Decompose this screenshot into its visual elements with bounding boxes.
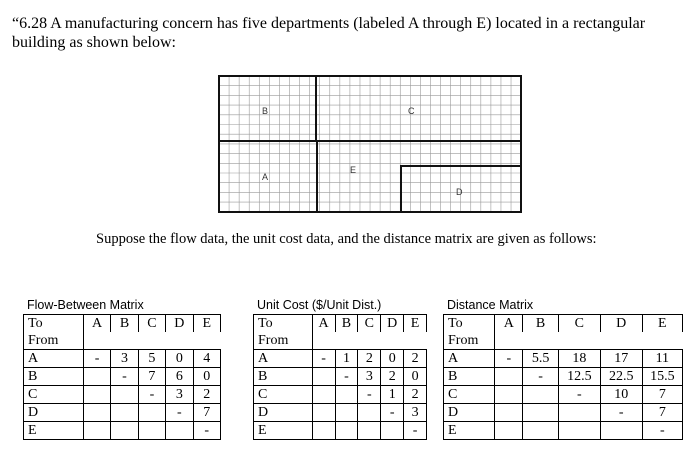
to-label: To (254, 315, 313, 333)
matrix-cell: - (312, 350, 335, 368)
column-header: D (166, 315, 193, 333)
header-spacer (495, 332, 523, 350)
matrix-cell: 7 (642, 386, 682, 404)
dept-a-label: A (262, 172, 269, 182)
column-header: E (642, 315, 682, 333)
header-spacer (381, 332, 404, 350)
matrix-cell (558, 404, 600, 422)
row-label: E (24, 422, 84, 440)
matrix-cell: 11 (642, 350, 682, 368)
dept-d-label: D (456, 187, 463, 197)
column-header: D (600, 315, 642, 333)
matrix-cell (111, 386, 138, 404)
matrix-cell: 15.5 (642, 368, 682, 386)
header-spacer (358, 332, 381, 350)
flow-matrix-title: Flow-Between Matrix (27, 298, 144, 312)
matrix-cell: 5.5 (523, 350, 559, 368)
matrix-from-row (444, 332, 683, 350)
matrix-cell: - (166, 404, 193, 422)
matrix-row (444, 404, 683, 422)
distance-matrix-title: Distance Matrix (447, 298, 534, 312)
header-spacer (558, 332, 600, 350)
column-header: B (335, 315, 358, 333)
matrix-row (254, 368, 427, 386)
matrix-cell: 22.5 (600, 368, 642, 386)
row-label: A (24, 350, 84, 368)
matrix-cell (83, 386, 110, 404)
dept-e-label: E (350, 165, 357, 175)
matrix-row (24, 422, 221, 440)
matrix-cell: - (193, 422, 220, 440)
row-label: B (254, 368, 313, 386)
matrix-cell (312, 404, 335, 422)
row-label: E (254, 422, 313, 440)
header-spacer (138, 332, 165, 350)
matrix-cell (558, 422, 600, 440)
matrix-cell: 7 (138, 368, 165, 386)
column-header: B (523, 315, 559, 333)
matrix-cell: - (358, 386, 381, 404)
matrix-cell: - (558, 386, 600, 404)
matrix-cell (312, 368, 335, 386)
matrix-from-row (24, 332, 221, 350)
column-header: E (404, 315, 427, 333)
matrix-cell: - (523, 368, 559, 386)
problem-statement: “6.28 A manufacturing concern has five departments (labeled A through E) located in a rectangular building as shown below: (12, 15, 646, 51)
matrix-header-row (254, 315, 427, 333)
from-label: From (444, 332, 495, 350)
to-label: To (444, 315, 495, 333)
matrix-cell: 0 (404, 368, 427, 386)
matrix-cell: - (600, 404, 642, 422)
from-label: From (254, 332, 313, 350)
matrix-cell: - (83, 350, 110, 368)
matrix-cell: 0 (381, 350, 404, 368)
matrix-cell: 6 (166, 368, 193, 386)
column-header: A (312, 315, 335, 333)
matrix-row (24, 386, 221, 404)
matrix-cell: 0 (166, 350, 193, 368)
matrix-cell (495, 422, 523, 440)
matrix-row (24, 350, 221, 368)
matrix-cell (335, 422, 358, 440)
header-spacer (600, 332, 642, 350)
matrix-cell: - (111, 368, 138, 386)
row-label: E (444, 422, 495, 440)
matrix-cell: 18 (558, 350, 600, 368)
dept-b-label: B (262, 106, 269, 116)
matrix-cell: 12.5 (558, 368, 600, 386)
matrix-cell: 10 (600, 386, 642, 404)
row-label: A (444, 350, 495, 368)
flow-matrix-table (23, 314, 221, 440)
matrix-cell (83, 368, 110, 386)
matrix-cell (138, 404, 165, 422)
row-label: B (444, 368, 495, 386)
matrix-cell: 4 (193, 350, 220, 368)
matrix-cell (495, 404, 523, 422)
matrix-cell: 3 (166, 386, 193, 404)
matrix-cell: 1 (335, 350, 358, 368)
matrix-cell (312, 422, 335, 440)
matrix-header-row (444, 315, 683, 333)
header-spacer (83, 332, 110, 350)
header-spacer (404, 332, 427, 350)
matrix-cell: 7 (193, 404, 220, 422)
column-header: C (138, 315, 165, 333)
matrix-row (444, 386, 683, 404)
from-label: From (24, 332, 84, 350)
matrix-cell (358, 404, 381, 422)
matrix-cell: 7 (642, 404, 682, 422)
matrix-row (254, 404, 427, 422)
cost-matrix-title: Unit Cost ($/Unit Dist.) (257, 298, 382, 312)
dept-c-label: C (408, 106, 415, 116)
matrix-cell (83, 404, 110, 422)
header-spacer (312, 332, 335, 350)
matrix-cell (335, 386, 358, 404)
column-header: B (111, 315, 138, 333)
column-header: D (381, 315, 404, 333)
matrix-cell: 3 (404, 404, 427, 422)
header-spacer (111, 332, 138, 350)
matrix-row (254, 422, 427, 440)
row-label: D (444, 404, 495, 422)
matrix-header-row (24, 315, 221, 333)
column-header: A (83, 315, 110, 333)
matrix-cell: 2 (358, 350, 381, 368)
matrix-cell (495, 386, 523, 404)
matrix-cell: 1 (381, 386, 404, 404)
matrix-cell (312, 386, 335, 404)
distance-matrix-table (443, 314, 683, 440)
header-spacer (193, 332, 220, 350)
matrix-row (444, 350, 683, 368)
matrix-row (254, 350, 427, 368)
matrix-row (444, 368, 683, 386)
matrix-cell: - (138, 386, 165, 404)
header-spacer (523, 332, 559, 350)
row-label: C (24, 386, 84, 404)
cost-matrix-table (253, 314, 427, 440)
matrix-cell: 5 (138, 350, 165, 368)
header-spacer (335, 332, 358, 350)
matrix-cell (523, 404, 559, 422)
matrix-cell: 2 (404, 386, 427, 404)
matrix-cell: 2 (193, 386, 220, 404)
matrix-row (24, 404, 221, 422)
column-header: E (193, 315, 220, 333)
matrix-cell (83, 422, 110, 440)
matrix-cell: - (381, 404, 404, 422)
matrix-cell: 3 (358, 368, 381, 386)
column-header: C (358, 315, 381, 333)
matrix-cell: - (495, 350, 523, 368)
row-label: D (24, 404, 84, 422)
column-header: A (495, 315, 523, 333)
to-label: To (24, 315, 84, 333)
matrix-cell (600, 422, 642, 440)
header-spacer (166, 332, 193, 350)
row-label: B (24, 368, 84, 386)
matrix-cell: - (404, 422, 427, 440)
matrix-from-row (254, 332, 427, 350)
header-spacer (642, 332, 682, 350)
matrix-cell: 2 (381, 368, 404, 386)
matrix-cell: 3 (111, 350, 138, 368)
row-label: D (254, 404, 313, 422)
matrix-row (254, 386, 427, 404)
column-header: C (558, 315, 600, 333)
matrix-row (444, 422, 683, 440)
matrix-cell (166, 422, 193, 440)
matrix-cell (381, 422, 404, 440)
data-caption: Suppose the flow data, the unit cost data, and the distance matrix are given as follows: (96, 231, 597, 247)
matrix-cell: - (335, 368, 358, 386)
row-label: A (254, 350, 313, 368)
matrix-cell (111, 422, 138, 440)
matrix-cell (358, 422, 381, 440)
matrix-cell (523, 386, 559, 404)
matrix-cell: 0 (193, 368, 220, 386)
row-label: C (254, 386, 313, 404)
matrix-cell: - (642, 422, 682, 440)
matrix-cell: 17 (600, 350, 642, 368)
matrix-cell (495, 368, 523, 386)
matrix-cell (335, 404, 358, 422)
matrix-cell (138, 422, 165, 440)
matrix-row (24, 368, 221, 386)
row-label: C (444, 386, 495, 404)
matrix-cell (523, 422, 559, 440)
matrix-cell (111, 404, 138, 422)
matrix-cell: 2 (404, 350, 427, 368)
